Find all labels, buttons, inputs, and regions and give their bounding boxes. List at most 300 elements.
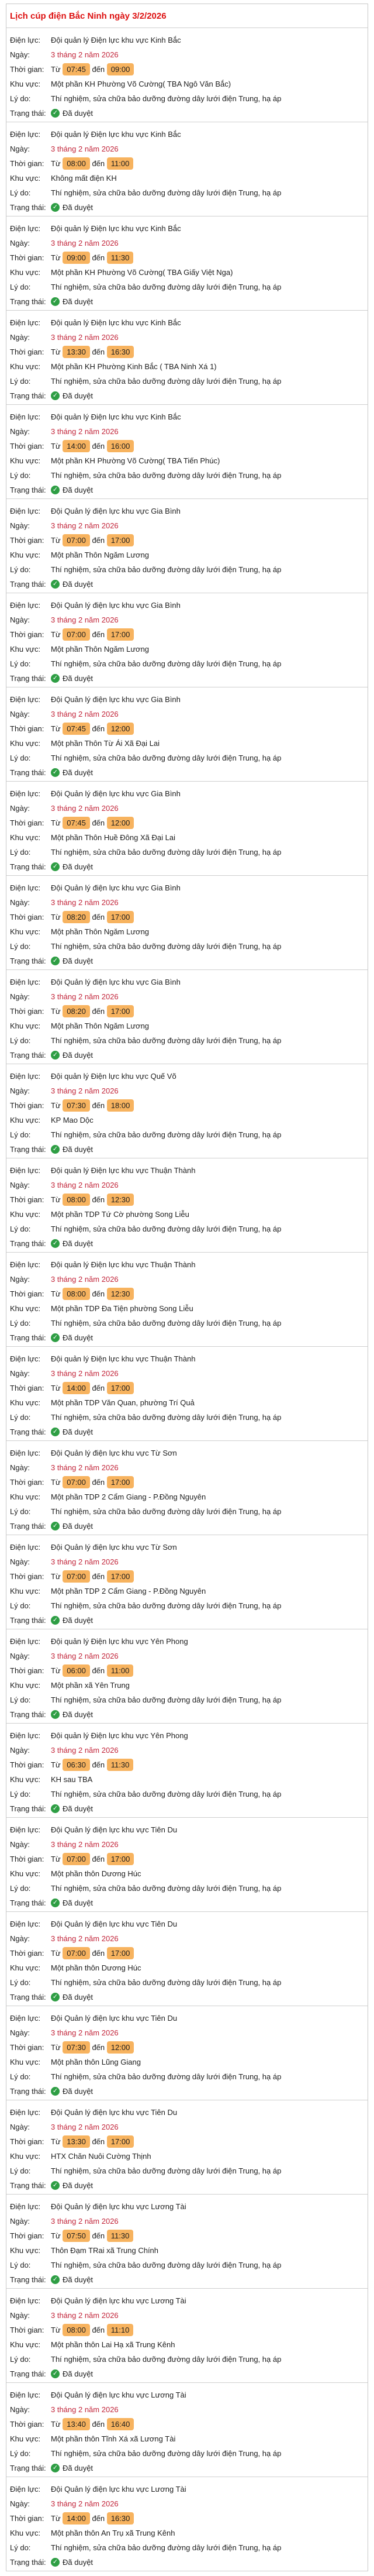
outage-entry	[6, 1064, 368, 1158]
dien-luc-value: Đội quản lý Điện lực khu vực Kinh Bắc	[51, 318, 181, 327]
row-khu-vuc	[10, 1961, 364, 1975]
time-from-badge: 07:30	[63, 1099, 90, 1112]
row-ly-do	[10, 656, 364, 671]
row-dien-luc	[10, 692, 364, 707]
row-ly-do	[10, 1410, 364, 1425]
thoi-gian-label: Thời gian:	[10, 2326, 44, 2334]
row-khu-vuc	[10, 642, 364, 656]
trang-thai-value: Đã duyệt	[63, 2275, 94, 2284]
row-khu-vuc	[10, 265, 364, 280]
time-from-badge: 08:00	[63, 2324, 90, 2336]
ngay-label: Ngày:	[10, 1746, 30, 1755]
row-ly-do	[10, 1787, 364, 1801]
khu-vuc-value: Một phần thôn Dương Húc	[51, 1869, 141, 1878]
time-to-badge: 11:00	[107, 1664, 134, 1677]
row-dien-luc	[10, 33, 364, 47]
time-to-badge: 17:00	[107, 1947, 134, 1959]
trang-thai-label: Trạng thái:	[10, 2558, 46, 2567]
ly-do-value: Thí nghiệm, sửa chữa bảo dưỡng đường dây lưới điện Trung, hạ áp	[51, 1695, 282, 1704]
dien-luc-value: Đội Quản lý điện lực khu vực Gia Bình	[51, 978, 181, 986]
row-khu-vuc	[10, 171, 364, 185]
den-label: đến	[92, 159, 105, 168]
ngay-label: Ngày:	[10, 1086, 30, 1095]
time-from-badge: 07:00	[63, 1947, 90, 1959]
khu-vuc-label: Khu vực:	[10, 1963, 41, 1972]
ly-do-value: Thí nghiệm, sửa chữa bảo dưỡng đường dây lưới điện Trung, hạ áp	[51, 283, 282, 291]
thoi-gian-label: Thời gian:	[10, 348, 44, 356]
ly-do-value: Thí nghiệm, sửa chữa bảo dưỡng đường dây lưới điện Trung, hạ áp	[51, 2166, 282, 2175]
tu-label: Từ	[51, 1572, 61, 1581]
row-ngay	[10, 2120, 364, 2134]
khu-vuc-value: Một phần TDP 2 Cẩm Giang - P.Đồng Nguyên	[51, 1492, 206, 1501]
dien-luc-value: Đội quản lý Điện lực khu vực Thuận Thành	[51, 1166, 196, 1175]
row-dien-luc	[10, 2105, 364, 2120]
den-label: đến	[92, 536, 105, 545]
ly-do-label: Lý do:	[10, 283, 31, 291]
row-khu-vuc	[10, 1490, 364, 1504]
outage-entry	[6, 2100, 368, 2195]
outage-entry	[6, 311, 368, 405]
khu-vuc-value: Một phần thôn Tĩnh Xá xã Lương Tài	[51, 2434, 176, 2443]
dien-luc-label: Điện lực:	[10, 695, 41, 704]
approved-check-circle-icon	[51, 1899, 60, 1907]
dien-luc-value: Đội quản lý Điện lực khu vực Kinh Bắc	[51, 224, 181, 233]
tu-label: Từ	[51, 1478, 61, 1487]
time-from-badge: 13:30	[63, 346, 90, 358]
dien-luc-value: Đội Quản lý điện lực khu vực Lương Tài	[51, 2391, 186, 2399]
thoi-gian-label: Thời gian:	[10, 818, 44, 827]
trang-thai-value: Đã duyệt	[63, 1333, 94, 1342]
approved-check-circle-icon	[51, 1145, 60, 1154]
time-from-badge: 07:00	[63, 534, 90, 546]
tu-label: Từ	[51, 65, 61, 74]
trang-thai-value: Đã duyệt	[63, 862, 94, 871]
row-ly-do	[10, 1222, 364, 1236]
trang-thai-value: Đã duyệt	[63, 1804, 94, 1813]
dien-luc-value: Đội Quản lý điện lực khu vực Gia Bình	[51, 883, 181, 892]
row-ngay	[10, 1931, 364, 1946]
row-trang-thai	[10, 2555, 364, 2570]
row-trang-thai	[10, 1801, 364, 1816]
row-trang-thai	[10, 2461, 364, 2475]
tu-label: Từ	[51, 2043, 61, 2052]
ly-do-value: Thí nghiệm, sửa chữa bảo dưỡng đường dây lưới điện Trung, hạ áp	[51, 1319, 282, 1327]
trang-thai-value: Đã duyệt	[63, 1239, 94, 1248]
approved-check-circle-icon	[51, 1239, 60, 1248]
ly-do-value: Thí nghiệm, sửa chữa bảo dưỡng đường dây lưới điện Trung, hạ áp	[51, 942, 282, 951]
ngay-value: 3 tháng 2 năm 2026	[51, 710, 119, 718]
approved-check-circle-icon	[51, 1051, 60, 1060]
approved-check-circle-icon	[51, 1428, 60, 1436]
den-label: đến	[92, 818, 105, 827]
row-thoi-gian	[10, 1569, 364, 1584]
khu-vuc-value: Một phần Thôn Huề Đông Xã Đại Lai	[51, 833, 175, 842]
khu-vuc-label: Khu vực:	[10, 456, 41, 465]
ly-do-label: Lý do:	[10, 1413, 31, 1422]
ly-do-value: Thí nghiệm, sửa chữa bảo dưỡng đường dây lưới điện Trung, hạ áp	[51, 1130, 282, 1139]
dien-luc-label: Điện lực:	[10, 1825, 41, 1834]
thoi-gian-label: Thời gian:	[10, 1572, 44, 1581]
approved-check-circle-icon	[51, 580, 60, 589]
khu-vuc-label: Khu vực:	[10, 2152, 41, 2161]
ly-do-label: Lý do:	[10, 2543, 31, 2552]
row-khu-vuc	[10, 2526, 364, 2540]
trang-thai-label: Trạng thái:	[10, 1804, 46, 1813]
ngay-label: Ngày:	[10, 333, 30, 342]
thoi-gian-label: Thời gian:	[10, 724, 44, 733]
khu-vuc-label: Khu vực:	[10, 2058, 41, 2066]
ly-do-value: Thí nghiệm, sửa chữa bảo dưỡng đường dây lưới điện Trung, hạ áp	[51, 188, 282, 197]
ngay-label: Ngày:	[10, 615, 30, 624]
row-ngay	[10, 1460, 364, 1475]
row-dien-luc	[10, 975, 364, 989]
dien-luc-label: Điện lực:	[10, 2014, 41, 2023]
dien-luc-value: Đội quản lý Điện lực khu vực Thuận Thành	[51, 1354, 196, 1363]
ngay-value: 3 tháng 2 năm 2026	[51, 2028, 119, 2037]
time-from-badge: 14:00	[63, 440, 90, 452]
dien-luc-label: Điện lực:	[10, 130, 41, 139]
row-thoi-gian	[10, 816, 364, 830]
ly-do-value: Thí nghiệm, sửa chữa bảo dưỡng đường dây lưới điện Trung, hạ áp	[51, 2449, 282, 2458]
khu-vuc-label: Khu vực:	[10, 1210, 41, 1219]
row-ly-do	[10, 1975, 364, 1990]
dien-luc-value: Đội quản lý Điện lực khu vực Yên Phong	[51, 1637, 188, 1646]
trang-thai-label: Trạng thái:	[10, 580, 46, 589]
row-trang-thai	[10, 106, 364, 121]
ngay-label: Ngày:	[10, 2217, 30, 2226]
ngay-label: Ngày:	[10, 1463, 30, 1472]
row-ly-do	[10, 1316, 364, 1330]
ly-do-value: Thí nghiệm, sửa chữa bảo dưỡng đường dây lưới điện Trung, hạ áp	[51, 1790, 282, 1798]
time-from-badge: 08:20	[63, 911, 90, 923]
dien-luc-value: Đội Quản lý điện lực khu vực Tiên Du	[51, 2014, 178, 2023]
thoi-gian-label: Thời gian:	[10, 2420, 44, 2429]
ly-do-label: Lý do:	[10, 1507, 31, 1516]
row-ngay	[10, 2025, 364, 2040]
row-trang-thai	[10, 1142, 364, 1157]
ngay-value: 3 tháng 2 năm 2026	[51, 615, 119, 624]
dien-luc-label: Điện lực:	[10, 36, 41, 44]
ngay-value: 3 tháng 2 năm 2026	[51, 2217, 119, 2226]
time-from-badge: 07:00	[63, 1570, 90, 1583]
trang-thai-value: Đã duyệt	[63, 486, 94, 494]
khu-vuc-label: Khu vực:	[10, 1869, 41, 1878]
den-label: đến	[92, 1101, 105, 1110]
row-trang-thai	[10, 1519, 364, 1533]
ngay-value: 3 tháng 2 năm 2026	[51, 1181, 119, 1189]
tu-label: Từ	[51, 2231, 61, 2240]
den-label: đến	[92, 1195, 105, 1204]
outage-entry-list	[6, 28, 368, 2571]
row-trang-thai	[10, 765, 364, 780]
trang-thai-value: Đã duyệt	[63, 1993, 94, 2001]
dien-luc-value: Đội Quản lý điện lực khu vực Gia Bình	[51, 695, 181, 704]
khu-vuc-label: Khu vực:	[10, 1116, 41, 1124]
dien-luc-label: Điện lực:	[10, 224, 41, 233]
row-khu-vuc	[10, 2243, 364, 2258]
trang-thai-label: Trạng thái:	[10, 768, 46, 777]
dien-luc-label: Điện lực:	[10, 978, 41, 986]
row-ngay	[10, 142, 364, 156]
trang-thai-value: Đã duyệt	[63, 1616, 94, 1625]
row-dien-luc	[10, 1257, 364, 1272]
den-label: đến	[92, 913, 105, 921]
tu-label: Từ	[51, 724, 61, 733]
row-ly-do	[10, 2446, 364, 2461]
row-thoi-gian	[10, 910, 364, 924]
tu-label: Từ	[51, 630, 61, 639]
dien-luc-value: Đội Quản lý điện lực khu vực Gia Bình	[51, 507, 181, 515]
row-thoi-gian	[10, 2040, 364, 2055]
row-thoi-gian	[10, 2228, 364, 2243]
thoi-gian-label: Thời gian:	[10, 1666, 44, 1675]
trang-thai-label: Trạng thái:	[10, 674, 46, 683]
row-khu-vuc	[10, 1584, 364, 1598]
ly-do-label: Lý do:	[10, 848, 31, 857]
den-label: đến	[92, 1007, 105, 1016]
thoi-gian-label: Thời gian:	[10, 65, 44, 74]
den-label: đến	[92, 2326, 105, 2334]
row-ngay	[10, 989, 364, 1004]
ly-do-label: Lý do:	[10, 1884, 31, 1893]
time-to-badge: 17:00	[107, 1005, 134, 1017]
row-ngay	[10, 1084, 364, 1098]
row-dien-luc	[10, 1822, 364, 1837]
row-thoi-gian	[10, 2323, 364, 2337]
row-khu-vuc	[10, 736, 364, 751]
khu-vuc-label: Khu vực:	[10, 362, 41, 371]
row-ngay	[10, 1649, 364, 1663]
ly-do-label: Lý do:	[10, 942, 31, 951]
ly-do-label: Lý do:	[10, 754, 31, 762]
outage-entry	[6, 1158, 368, 1253]
ngay-value: 3 tháng 2 năm 2026	[51, 2311, 119, 2320]
row-khu-vuc	[10, 359, 364, 374]
row-dien-luc	[10, 1446, 364, 1460]
dien-luc-value: Đội quản lý Điện lực khu vực Kinh Bắc	[51, 412, 181, 421]
ngay-label: Ngày:	[10, 145, 30, 153]
row-ly-do	[10, 2164, 364, 2178]
dien-luc-value: Đội Quản lý điện lực khu vực Tiên Du	[51, 1920, 178, 1928]
den-label: đến	[92, 1855, 105, 1863]
time-to-badge: 17:00	[107, 534, 134, 546]
dien-luc-value: Đội quản lý Điện lực khu vực Kinh Bắc	[51, 36, 181, 44]
khu-vuc-value: Một phần Thôn Ngăm Lương	[51, 551, 150, 559]
row-dien-luc	[10, 598, 364, 613]
outage-entry	[6, 593, 368, 687]
row-thoi-gian	[10, 627, 364, 642]
tu-label: Từ	[51, 2514, 61, 2523]
khu-vuc-value: Không mất điện KH	[51, 174, 117, 183]
row-ngay	[10, 1837, 364, 1852]
dien-luc-value: Đội Quản lý điện lực khu vực Tiên Du	[51, 2108, 178, 2117]
den-label: đến	[92, 1478, 105, 1487]
khu-vuc-label: Khu vực:	[10, 1398, 41, 1407]
trang-thai-value: Đã duyệt	[63, 203, 94, 212]
den-label: đến	[92, 1760, 105, 1769]
ly-do-value: Thí nghiệm, sửa chữa bảo dưỡng đường dây lưới điện Trung, hạ áp	[51, 1978, 282, 1987]
dien-luc-label: Điện lực:	[10, 883, 41, 892]
ngay-value: 3 tháng 2 năm 2026	[51, 2499, 119, 2508]
approved-check-circle-icon	[51, 2087, 60, 2096]
khu-vuc-value: HTX Chăn Nuôi Cường Thịnh	[51, 2152, 151, 2161]
time-from-badge: 06:00	[63, 1664, 90, 1677]
ly-do-value: Thí nghiệm, sửa chữa bảo dưỡng đường dây lưới điện Trung, hạ áp	[51, 1036, 282, 1045]
ngay-value: 3 tháng 2 năm 2026	[51, 1652, 119, 1660]
ngay-value: 3 tháng 2 năm 2026	[51, 427, 119, 436]
trang-thai-value: Đã duyệt	[63, 109, 94, 118]
ly-do-value: Thí nghiệm, sửa chữa bảo dưỡng đường dây lưới điện Trung, hạ áp	[51, 1884, 282, 1893]
ly-do-value: Thí nghiệm, sửa chữa bảo dưỡng đường dây lưới điện Trung, hạ áp	[51, 471, 282, 480]
ngay-value: 3 tháng 2 năm 2026	[51, 1934, 119, 1943]
den-label: đến	[92, 630, 105, 639]
ly-do-label: Lý do:	[10, 377, 31, 386]
row-dien-luc	[10, 1540, 364, 1554]
time-from-badge: 08:00	[63, 1194, 90, 1206]
ngay-label: Ngày:	[10, 521, 30, 530]
khu-vuc-label: Khu vực:	[10, 1492, 41, 1501]
outage-entry	[6, 2383, 368, 2477]
row-ly-do	[10, 280, 364, 294]
time-to-badge: 17:00	[107, 1476, 134, 1488]
row-thoi-gian	[10, 1287, 364, 1301]
ly-do-value: Thí nghiệm, sửa chữa bảo dưỡng đường dây lưới điện Trung, hạ áp	[51, 1413, 282, 1422]
approved-check-circle-icon	[51, 768, 60, 777]
outage-entry	[6, 1629, 368, 1724]
time-from-badge: 07:45	[63, 723, 90, 735]
den-label: đến	[92, 442, 105, 450]
row-trang-thai	[10, 577, 364, 591]
time-from-badge: 09:00	[63, 252, 90, 264]
approved-check-circle-icon	[51, 862, 60, 871]
khu-vuc-label: Khu vực:	[10, 1304, 41, 1313]
row-ngay	[10, 2214, 364, 2228]
ngay-value: 3 tháng 2 năm 2026	[51, 1463, 119, 1472]
tu-label: Từ	[51, 1949, 61, 1958]
time-to-badge: 17:00	[107, 911, 134, 923]
dien-luc-label: Điện lực:	[10, 1920, 41, 1928]
time-from-badge: 14:00	[63, 2512, 90, 2525]
trang-thai-label: Trạng thái:	[10, 2181, 46, 2190]
ly-do-label: Lý do:	[10, 471, 31, 480]
approved-check-circle-icon	[51, 1333, 60, 1342]
row-dien-luc	[10, 410, 364, 424]
dien-luc-label: Điện lực:	[10, 2485, 41, 2494]
outage-entry	[6, 2289, 368, 2383]
ngay-value: 3 tháng 2 năm 2026	[51, 50, 119, 59]
row-khu-vuc	[10, 830, 364, 845]
ngay-label: Ngày:	[10, 1275, 30, 1284]
time-to-badge: 11:30	[107, 252, 134, 264]
den-label: đến	[92, 2231, 105, 2240]
trang-thai-label: Trạng thái:	[10, 1616, 46, 1625]
trang-thai-value: Đã duyệt	[63, 2087, 94, 2096]
ngay-value: 3 tháng 2 năm 2026	[51, 1086, 119, 1095]
row-thoi-gian	[10, 2417, 364, 2431]
row-ngay	[10, 613, 364, 627]
row-thoi-gian	[10, 156, 364, 171]
row-thoi-gian	[10, 1758, 364, 1772]
row-dien-luc	[10, 881, 364, 895]
time-to-badge: 16:30	[107, 346, 134, 358]
row-thoi-gian	[10, 1852, 364, 1866]
ngay-label: Ngày:	[10, 427, 30, 436]
ngay-label: Ngày:	[10, 2311, 30, 2320]
outage-entry	[6, 2006, 368, 2100]
row-thoi-gian	[10, 1946, 364, 1961]
row-thoi-gian	[10, 439, 364, 453]
approved-check-circle-icon	[51, 203, 60, 212]
approved-check-circle-icon	[51, 109, 60, 118]
ngay-value: 3 tháng 2 năm 2026	[51, 2405, 119, 2414]
row-dien-luc	[10, 2011, 364, 2025]
row-khu-vuc	[10, 2149, 364, 2164]
ngay-value: 3 tháng 2 năm 2026	[51, 1557, 119, 1566]
khu-vuc-value: Một phần TDP Tứ Cờ phường Song Liễu	[51, 1210, 189, 1219]
trang-thai-value: Đã duyệt	[63, 1899, 94, 1907]
tu-label: Từ	[51, 818, 61, 827]
dien-luc-value: Đội Quản lý điện lực khu vực Lương Tài	[51, 2296, 186, 2305]
khu-vuc-label: Khu vực:	[10, 739, 41, 748]
thoi-gian-label: Thời gian:	[10, 1855, 44, 1863]
trang-thai-label: Trạng thái:	[10, 203, 46, 212]
thoi-gian-label: Thời gian:	[10, 630, 44, 639]
row-ly-do	[10, 1881, 364, 1896]
den-label: đến	[92, 2137, 105, 2146]
ly-do-label: Lý do:	[10, 2261, 31, 2269]
ly-do-value: Thí nghiệm, sửa chữa bảo dưỡng đường dây lưới điện Trung, hạ áp	[51, 2072, 282, 2081]
row-khu-vuc	[10, 2337, 364, 2352]
ly-do-value: Thí nghiệm, sửa chữa bảo dưỡng đường dây lưới điện Trung, hạ áp	[51, 2355, 282, 2364]
approved-check-circle-icon	[51, 2464, 60, 2472]
thoi-gian-label: Thời gian:	[10, 1760, 44, 1769]
ngay-value: 3 tháng 2 năm 2026	[51, 1746, 119, 1755]
khu-vuc-label: Khu vực:	[10, 551, 41, 559]
time-to-badge: 11:30	[107, 2230, 134, 2242]
time-to-badge: 16:00	[107, 440, 134, 452]
row-dien-luc	[10, 1163, 364, 1178]
ngay-value: 3 tháng 2 năm 2026	[51, 992, 119, 1001]
ly-do-label: Lý do:	[10, 2072, 31, 2081]
row-thoi-gian	[10, 345, 364, 359]
trang-thai-label: Trạng thái:	[10, 1239, 46, 1248]
outage-entry	[6, 1818, 368, 1912]
time-from-badge: 13:30	[63, 2135, 90, 2148]
row-ly-do	[10, 91, 364, 106]
outage-entry	[6, 2195, 368, 2289]
row-thoi-gian	[10, 1098, 364, 1113]
khu-vuc-value: Một phần Thôn Ngăm Lương	[51, 927, 150, 936]
dien-luc-label: Điện lực:	[10, 2202, 41, 2211]
time-from-badge: 06:30	[63, 1759, 90, 1771]
den-label: đến	[92, 2514, 105, 2523]
dien-luc-value: Đội Quản lý điện lực khu vực Tiên Du	[51, 1825, 178, 1834]
row-trang-thai	[10, 859, 364, 874]
den-label: đến	[92, 253, 105, 262]
row-trang-thai	[10, 2084, 364, 2099]
approved-check-circle-icon	[51, 297, 60, 306]
row-ngay	[10, 1554, 364, 1569]
trang-thai-label: Trạng thái:	[10, 862, 46, 871]
den-label: đến	[92, 1666, 105, 1675]
ngay-label: Ngày:	[10, 2028, 30, 2037]
dien-luc-label: Điện lực:	[10, 1449, 41, 1457]
row-ly-do	[10, 2258, 364, 2272]
row-trang-thai	[10, 1896, 364, 1910]
time-from-badge: 07:00	[63, 628, 90, 641]
row-ly-do	[10, 1033, 364, 1048]
row-thoi-gian	[10, 1663, 364, 1678]
